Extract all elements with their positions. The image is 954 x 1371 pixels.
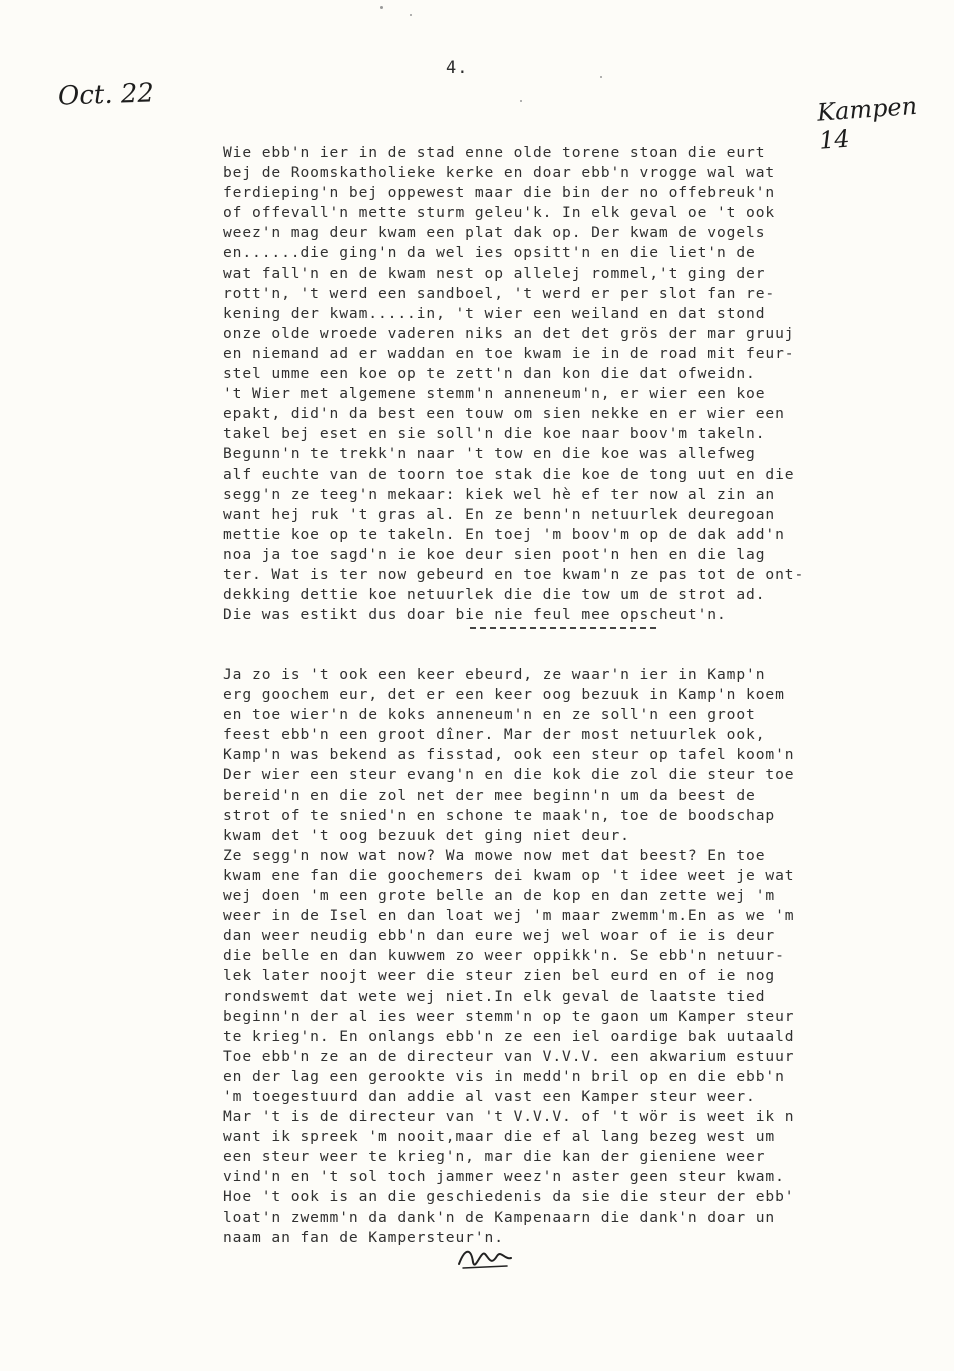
handwritten-date: Oct. 22: [57, 78, 155, 112]
text-line: want ik spreek 'm nooit,maar die ef al lang bezeg west um: [223, 1128, 776, 1146]
text-line: kwam ene fan die goochemers dei kwam op 't idee weet je wat: [223, 866, 795, 884]
text-line: stel umme een koe op te zett'n dan kon die dat ofweidn.: [223, 365, 756, 383]
text-line: rott'n, 't werd een sandboel, 't werd er per slot fan re-: [223, 284, 776, 302]
text-line: Wie ebb'n ier in de stad enne olde torene stoan die eurt: [223, 144, 766, 161]
handwritten-place: Kampen 14: [816, 91, 918, 155]
text-line: wat fall'n en de kwam nest op allelej rommel,'t ging der: [223, 264, 766, 282]
text-line: vind'n en 't sol toch jammer weez'n aster geen steur kwam.: [223, 1168, 785, 1186]
signature: [455, 1242, 515, 1272]
scan-speck: [410, 14, 412, 16]
text-line: segg'n ze teeg'n mekaar: kiek wel hè ef ter now al zin an: [223, 485, 776, 503]
text-line: Ja zo is 't ook een keer ebeurd, ze waar'n ier in Kamp'n: [223, 666, 766, 683]
text-line: Begunn'n te trekk'n naar 't tow en die koe was allefweg: [223, 445, 756, 463]
text-line: beginn'n der al ies weer stemm'n op te gaon um Kamper steur: [223, 1007, 795, 1025]
text-line: mettie koe op te takeln. En toej 'm boov'm op de dak add'n: [223, 525, 785, 543]
text-line: een steur weer te krieg'n, mar die kan der gieniene weer: [223, 1148, 766, 1166]
text-line: ferdieping'n bej oppewest maar die bin der no offebreuk'n: [223, 184, 776, 202]
text-line: Der wier een steur evang'n en die kok die zol die steur toe: [223, 766, 795, 784]
text-line: alf euchte van de toorn toe stak die koe de tong uut en die: [223, 465, 795, 483]
text-line: wej doen 'm een grote belle an de kop en dan zette wej 'm: [223, 887, 776, 905]
text-line: weer in de Isel en dan loat wej 'm maar zwemm'm.En as we 'm: [223, 907, 795, 925]
text-line: takel bej eset en sie soll'n die koe naar boov'm takeln.: [223, 425, 766, 443]
text-line: 't Wier met algemene stemm'n anneneum'n, er wier een koe: [223, 385, 766, 403]
text-line: strot of te snied'n en schone te maak'n, toe de boodschap: [223, 806, 776, 824]
text-line: te krieg'n. En onlangs ebb'n ze een iel oardige bak uutaald: [223, 1027, 795, 1045]
text-line: rondswemt dat wete wej niet.In elk geval de laatste tied: [223, 987, 766, 1005]
scan-speck: [380, 6, 383, 9]
text-line: bej de Roomskatholieke kerke en doar ebb'n vrogge wal wat: [223, 164, 776, 182]
text-line: Kamp'n was bekend as fisstad, ook een steur op tafel koom'n: [223, 746, 795, 764]
text-line: weez'n mag deur kwam een plat dak op. Der kwam de vogels: [223, 224, 766, 242]
text-line: Die was estikt dus doar bie nie feul mee opscheut'n.: [223, 606, 727, 624]
paragraph-sturgeon-cow: [223, 143, 804, 625]
text-line: die belle en dan kuwwem zo weer oppikk'n. Se ebb'n netuur-: [223, 947, 785, 965]
text-line: epakt, did'n da best een touw om sien nekke en er wier een: [223, 405, 785, 423]
text-line: lek later noojt weer die steur zien bel eurd en of ie nog: [223, 967, 776, 985]
scan-speck: [520, 100, 522, 102]
text-line: en toe wier'n de koks anneneum'n en ze soll'n een groot: [223, 706, 756, 724]
text-line: kening der kwam.....in, 't wier een weiland en dat stond: [223, 304, 766, 322]
text-line: dan weer neudig ebb'n dan eure wej wel woar of ie is deur: [223, 927, 776, 945]
text-line: naam an fan de Kampersteur'n.: [223, 1228, 504, 1246]
text-line: want hej ruk 't gras al. En ze benn'n netuurlek deuregoan: [223, 505, 776, 523]
scan-speck: [600, 76, 602, 78]
text-line: bereid'n en die zol net der mee beginn'n um da beest de: [223, 786, 756, 804]
text-line: Ze segg'n now wat now? Wa mowe now met dat beest? En toe: [223, 846, 766, 864]
text-line: dekking dettie koe netuurlek die die tow um de strot ad.: [223, 586, 766, 604]
text-line: en niemand ad er waddan en toe kwam ie in de road mit feur-: [223, 344, 795, 362]
text-line: ter. Wat is ter now gebeurd en toe kwam'n ze pas tot de ont-: [223, 565, 805, 583]
text-line: feest ebb'n een groot dîner. Mar der most netuurlek ook,: [223, 726, 766, 744]
text-line: of offevall'n mette sturm geleu'k. In elk geval oe 't ook: [223, 204, 776, 222]
text-line: erg goochem eur, det er een keer oog bezuuk in Kamp'n koem: [223, 686, 785, 704]
text-line: onze olde wroede vaderen niks an det det grös der mar gruuj: [223, 324, 795, 342]
text-line: en der lag een gerookte vis in medd'n bril op en die ebb'n: [223, 1067, 785, 1085]
text-line: kwam det 't oog bezuuk det ging niet deur.: [223, 826, 630, 844]
text-line: Hoe 't ook is an die geschiedenis da sie die steur der ebb': [223, 1188, 795, 1206]
text-line: Mar 't is de directeur van 't V.V.V. of 't wör is weet ik n: [223, 1108, 795, 1126]
paragraph-kampen-sturgeon: [223, 665, 794, 1248]
section-divider: [470, 627, 656, 629]
text-line: Toe ebb'n ze an de directeur van V.V.V. een akwarium estuur: [223, 1047, 795, 1065]
text-line: en......die ging'n da wel ies opsitt'n en die liet'n de: [223, 244, 756, 262]
text-line: 'm toegestuurd dan addie al vast een Kamper steur weer.: [223, 1087, 756, 1105]
text-line: loat'n zwemm'n da dank'n de Kampenaarn die dank'n doar un: [223, 1208, 776, 1226]
text-line: noa ja toe sagd'n ie koe deur sien poot'n hen en die lag: [223, 545, 766, 563]
page-number: 4.: [446, 58, 469, 78]
